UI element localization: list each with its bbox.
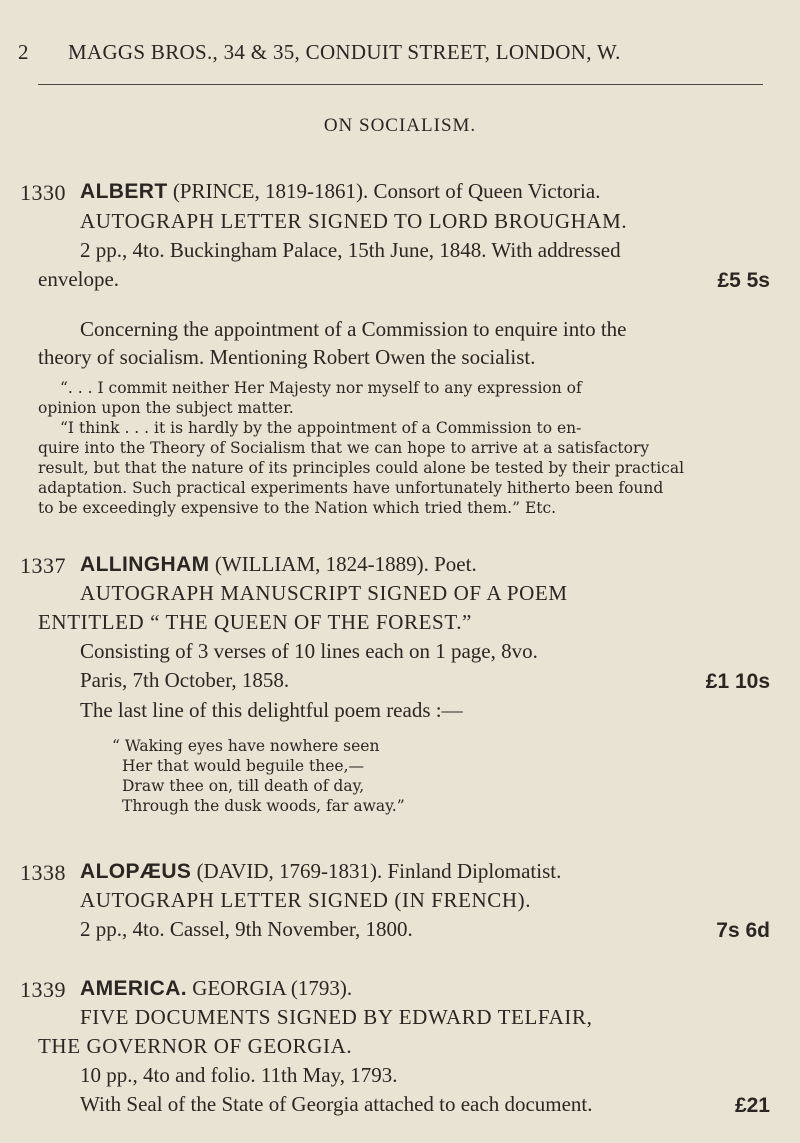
poem-line: Through the dusk woods, far away.” (122, 797, 405, 815)
entry-title: AUTOGRAPH LETTER SIGNED (IN FRENCH). (80, 888, 532, 912)
quote-line: quire into the Theory of Socialism that we can hope to arrive at a satisfactory (38, 439, 650, 457)
entry-title-cont: ENTITLED “ THE QUEEN OF THE FOREST.” (38, 610, 472, 634)
page-header (18, 40, 778, 65)
entry-description: The last line of this delightful poem reads :— (80, 698, 463, 722)
entry-description-cont: theory of socialism. Mentioning Robert Owen the socialist. (38, 345, 536, 369)
section-title: ON SOCIALISM. (323, 115, 477, 136)
quote-line: opinion upon the subject matter. (38, 399, 294, 417)
poem-line: Draw thee on, till death of day, (122, 777, 365, 795)
quote-line: “I think . . . it is hardly by the appointment of a Commission to en- (60, 419, 582, 437)
entry-heading-rest: (PRINCE, 1819-1861). Consort of Queen Victoria. (172, 179, 601, 203)
entry-title: FIVE DOCUMENTS SIGNED BY EDWARD TELFAIR, (80, 1005, 593, 1029)
header-rule (38, 84, 763, 85)
entry-title: AUTOGRAPH LETTER SIGNED TO LORD BROUGHAM. (80, 209, 628, 233)
entry-details-cont: With Seal of the State of Georgia attached to each document. (80, 1092, 593, 1116)
entry-details: 2 pp., 4to. Buckingham Palace, 15th June, 1848. With addressed (80, 238, 621, 262)
entry-name: ALLINGHAM (80, 553, 210, 576)
entry-heading (80, 181, 772, 202)
entry-price: £1 10s (705, 670, 770, 693)
page-number: 2 (18, 40, 29, 64)
entry-heading (80, 554, 772, 575)
entry-details: Consisting of 3 verses of 10 lines each on 1 page, 8vo. (80, 639, 538, 663)
quote-line: result, but that the nature of its principles could alone be tested by their practical (38, 459, 685, 477)
entry-details-cont: envelope. (38, 267, 120, 291)
quote-line: adaptation. Such practical experiments have unfortunately hitherto been found (38, 479, 664, 497)
entry-price: £5 5s (717, 269, 770, 292)
entry-description: Concerning the appointment of a Commission to enquire into the (80, 317, 627, 341)
header-title: MAGGS BROS., 34 & 35, CONDUIT STREET, LONDON, W. (68, 40, 621, 64)
entry-details-cont: Paris, 7th October, 1858. (80, 668, 290, 692)
entry-name: ALBERT (80, 180, 168, 203)
entry-heading (80, 861, 772, 882)
entry-heading-rest: GEORGIA (1793). (192, 976, 353, 1000)
quote-line: to be exceedingly expensive to the Nation which tried them.” Etc. (38, 499, 557, 517)
entry-title: AUTOGRAPH MANUSCRIPT SIGNED OF A POEM (80, 581, 568, 605)
entry-number: 1339 (20, 977, 66, 1002)
entry-number: 1330 (20, 180, 66, 205)
entry-heading-rest: (DAVID, 1769-1831). Finland Diplomatist. (196, 859, 562, 883)
entry-number: 1337 (20, 553, 66, 578)
entry-heading-rest: (WILLIAM, 1824-1889). Poet. (214, 552, 477, 576)
entry-name: AMERICA. (80, 977, 188, 1000)
entry-details: 10 pp., 4to and folio. 11th May, 1793. (80, 1063, 398, 1087)
entry-number: 1338 (20, 860, 66, 885)
entry-heading (80, 978, 772, 999)
poem-line: Her that would beguile thee,— (122, 757, 365, 775)
entry-name: ALOPÆUS (80, 860, 192, 883)
entry-price: 7s 6d (716, 919, 770, 942)
entry-details: 2 pp., 4to. Cassel, 9th November, 1800. (80, 917, 413, 941)
poem-line: “ Waking eyes have nowhere seen (112, 737, 380, 755)
entry-title-cont: THE GOVERNOR OF GEORGIA. (38, 1034, 353, 1058)
entry-price: £21 (734, 1094, 770, 1117)
quote-line: “. . . I commit neither Her Majesty nor myself to any expression of (60, 379, 582, 397)
